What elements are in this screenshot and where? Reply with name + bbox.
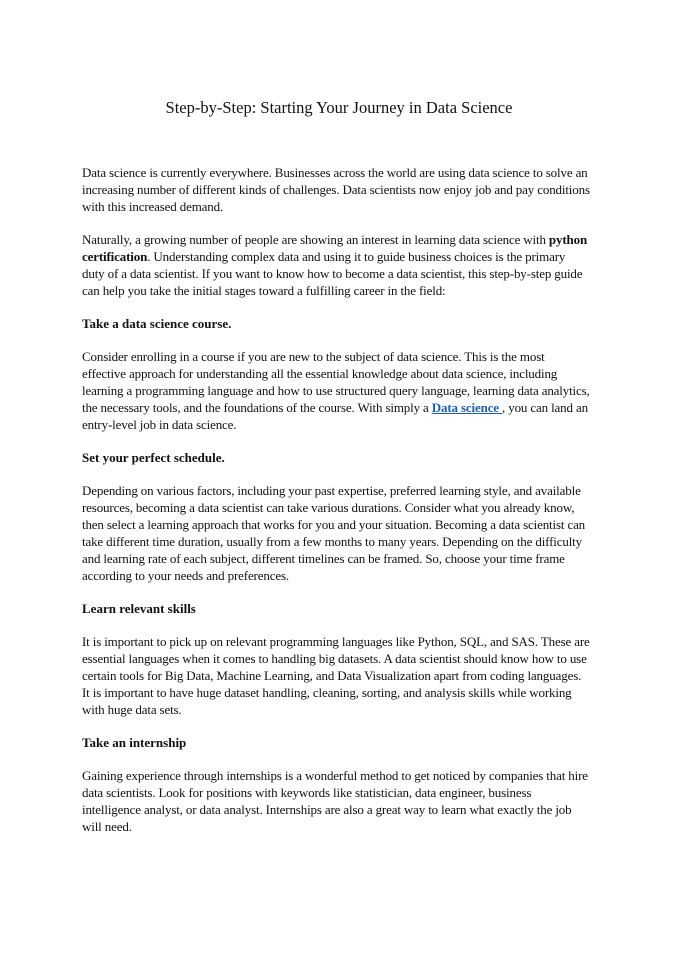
section-body-schedule: Depending on various factors, including your past expertise, preferred learning style, and available resources, becoming a data scientist can take various durations. Consider what you already know, then select a learning approach that works for you and your situation. Becoming a data scientist can take different time duration, usually from a few months to many years. Depending on the difficulty and learning rate of each subject, different timelines can be framed. So, choose your time frame according to your needs and preferences. — [82, 483, 586, 583]
section-body-internship: Gaining experience through internships is a wonderful method to get noticed by companies that hire data scientists. Look for positions with keywords like statistician, data engineer, business intelligence analyst, or data analyst. Internships are also a great way to learn what exactly the job will need. — [82, 768, 588, 834]
intro-paragraph-1: Data science is currently everywhere. Businesses across the world are using data science to solve an increasing number of different kinds of challenges. Data scientists now enjoy job and pay conditions with this increased demand. — [82, 165, 590, 214]
section-body-course-text-a: Consider enrolling in a course if you are new to the subject of data science. This is the most effective approach for understanding all the essential knowledge about data science, including learning a programming language and how to use structured query language, learning data analytics, the necessary tools, and the foundations of the course. With simply a — [82, 349, 590, 415]
section-body-course — [82, 348, 590, 433]
intro-paragraph-2-text-a: Naturally, a growing number of people are showing an interest in learning data science with — [82, 232, 549, 247]
document-title: Step-by-Step: Starting Your Journey in Data Science — [165, 98, 513, 117]
python-certification-bold: python certification — [82, 232, 588, 264]
intro-paragraph-2-text-b: . Understanding complex data and using it to guide business choices is the primary duty of a data scientist. If you want to know how to become a data scientist, this step-by-step guide can help you take the initial stages toward a fulfilling career in the field: — [82, 249, 583, 298]
section-heading-course: Take a data science course. — [82, 316, 232, 331]
section-heading-skills: Learn relevant skills — [82, 601, 196, 616]
document-body — [82, 164, 590, 851]
data-science-link[interactable]: Data science — [431, 400, 503, 415]
intro-paragraph-2 — [82, 231, 590, 299]
section-heading-internship: Take an internship — [82, 735, 187, 750]
section-heading-schedule: Set your perfect schedule. — [82, 450, 225, 465]
section-body-skills: It is important to pick up on relevant programming languages like Python, SQL, and SAS. These are essential languages when it comes to handling big datasets. A data scientist should know how to use certain tools for Big Data, Machine Learning, and Data Visualization apart from coding languages. It is important to have huge dataset handling, cleaning, sorting, and analysis skills while working with huge data sets. — [82, 634, 590, 717]
section-body-course-text-b: , you can land an entry-level job in data science. — [82, 400, 588, 432]
